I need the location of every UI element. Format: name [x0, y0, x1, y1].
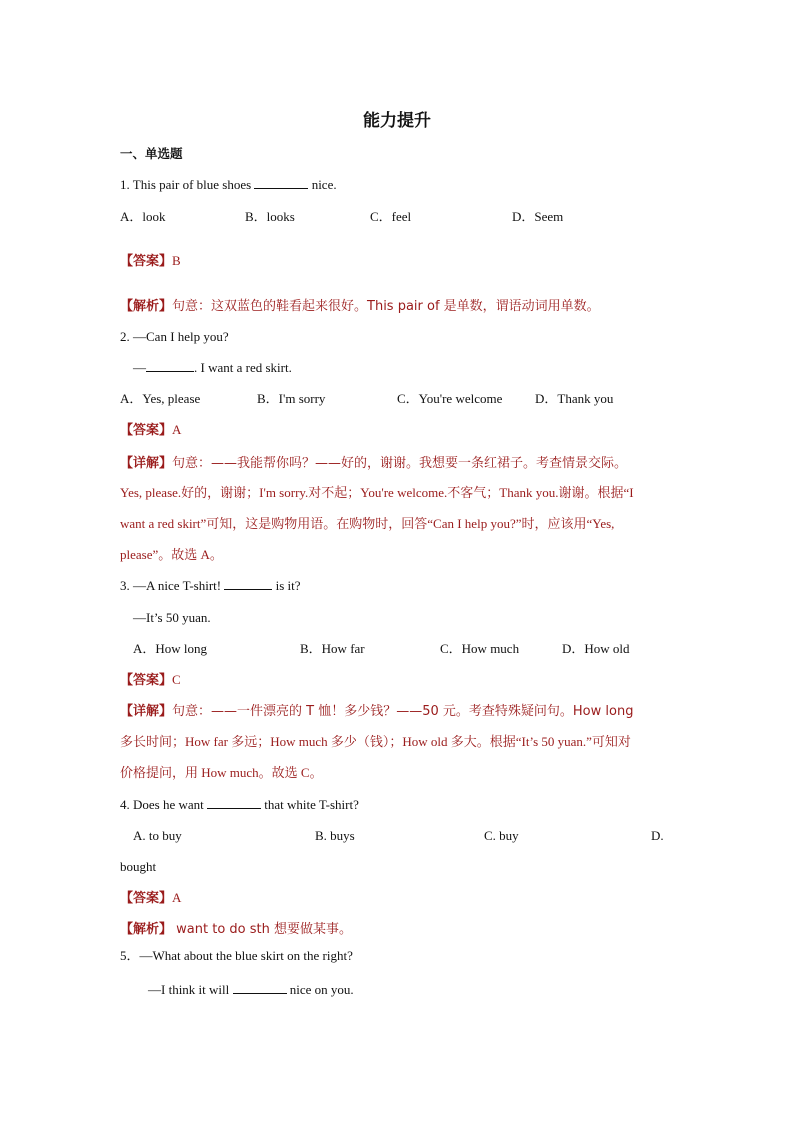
q4-answer: [120, 890, 181, 907]
q3-option-b: B．How far: [300, 641, 365, 656]
answer-blank: [207, 797, 261, 809]
q1-answer: [120, 253, 181, 270]
analysis-tag: 【解析】: [120, 922, 173, 937]
q5-line2-pre: —I think it will: [148, 982, 233, 997]
q2-line2: [133, 360, 292, 376]
q2-detail-line4: please”。故选 A。: [120, 547, 223, 562]
answer-tag: 【答案】: [120, 254, 173, 269]
q1-stem-pre: 1. This pair of blue shoes: [120, 177, 255, 192]
q1-option-d: D．Seem: [512, 209, 564, 224]
q3-detail: [120, 703, 633, 720]
answer-blank: [224, 578, 272, 590]
q2-option-c: C．You're welcome: [397, 391, 503, 406]
q4-stem-post: that white T-shirt?: [261, 797, 359, 812]
q4-option-c: C. buy: [484, 828, 519, 843]
q4-option-a: A. to buy: [133, 828, 182, 843]
q3-line2: —It’s 50 yuan.: [133, 610, 211, 625]
answer-blank: [233, 982, 287, 994]
q1-option-c: C．feel: [370, 209, 412, 224]
q2-line2-pre: —: [133, 360, 146, 375]
q1-option-b: B．looks: [245, 209, 295, 224]
q4-option-d-label: D.: [651, 828, 664, 843]
detail-text: 句意：——我能帮你吗？——好的，谢谢。我想要一条红裙子。考查情景交际。: [172, 456, 628, 471]
q3-option-a: A．How long: [133, 641, 208, 656]
q1-stem-post: nice.: [308, 177, 337, 192]
section-heading: 一、单选题: [120, 146, 183, 161]
answer-value: A: [172, 422, 182, 437]
q3-option-d: D．How old: [562, 641, 630, 656]
detail-tag: 【详解】: [120, 456, 173, 471]
answer-tag: 【答案】: [120, 423, 173, 438]
q5-stem: 5．—What about the blue skirt on the right?: [120, 948, 353, 963]
q2-detail-line2: Yes, please.好的，谢谢；I'm sorry.对不起；You're welcome.不客气；Thank you.谢谢。根据“I: [120, 485, 634, 500]
q2-answer: [120, 422, 181, 439]
q2-option-d: D．Thank you: [535, 391, 614, 406]
q1-analysis: [120, 298, 600, 315]
q3-answer: [120, 672, 181, 689]
q1-stem: [120, 177, 337, 193]
answer-tag: 【答案】: [120, 891, 173, 906]
answer-value: B: [172, 253, 181, 268]
q4-option-d-text: bought: [120, 859, 157, 874]
q5-line2-post: nice on you.: [286, 982, 354, 997]
q2-detail: [120, 455, 627, 472]
page-title: 能力提升: [363, 111, 431, 131]
q4-option-b: B. buys: [315, 828, 355, 843]
q2-option-a: A．Yes, please: [120, 391, 201, 406]
q2-line2-post: . I want a red skirt.: [194, 360, 292, 375]
q3-option-c: C．How much: [440, 641, 520, 656]
q5-line2: [148, 982, 354, 998]
q3-stem: [120, 578, 301, 594]
answer-value: A: [172, 890, 182, 905]
q3-stem-post: is it?: [272, 578, 301, 593]
q3-detail-line3: 价格提问，用 How much。故选 C。: [120, 765, 323, 780]
q3-stem-pre: 3. —A nice T-shirt!: [120, 578, 225, 593]
answer-blank: [146, 360, 194, 372]
q2-stem: 2. —Can I help you?: [120, 329, 229, 344]
detail-tag: 【详解】: [120, 704, 173, 719]
detail-text: 句意：——一件漂亮的 T 恤！多少钱？——50 元。考查特殊疑问句。How long: [172, 704, 634, 719]
analysis-text: want to do sth 想要做某事。: [172, 922, 352, 937]
analysis-text: 句意：这双蓝色的鞋看起来很好。This pair of 是单数，谓语动词用单数。: [172, 299, 600, 314]
q3-detail-line2: 多长时间；How far 多远；How much 多少（钱）；How old 多大。根据“It’s 50 yuan.”可知对: [120, 734, 631, 749]
q2-option-b: B．I'm sorry: [257, 391, 326, 406]
q4-analysis: [120, 921, 352, 938]
q4-stem-pre: 4. Does he want: [120, 797, 208, 812]
q1-option-a: A．look: [120, 209, 166, 224]
analysis-tag: 【解析】: [120, 299, 173, 314]
answer-value: C: [172, 672, 181, 687]
q4-stem: [120, 797, 359, 813]
q2-detail-line3: want a red skirt”可知，这是购物用语。在购物时，回答“Can I help you?”时，应该用“Yes,: [120, 516, 615, 531]
answer-blank: [254, 177, 308, 189]
answer-tag: 【答案】: [120, 673, 173, 688]
